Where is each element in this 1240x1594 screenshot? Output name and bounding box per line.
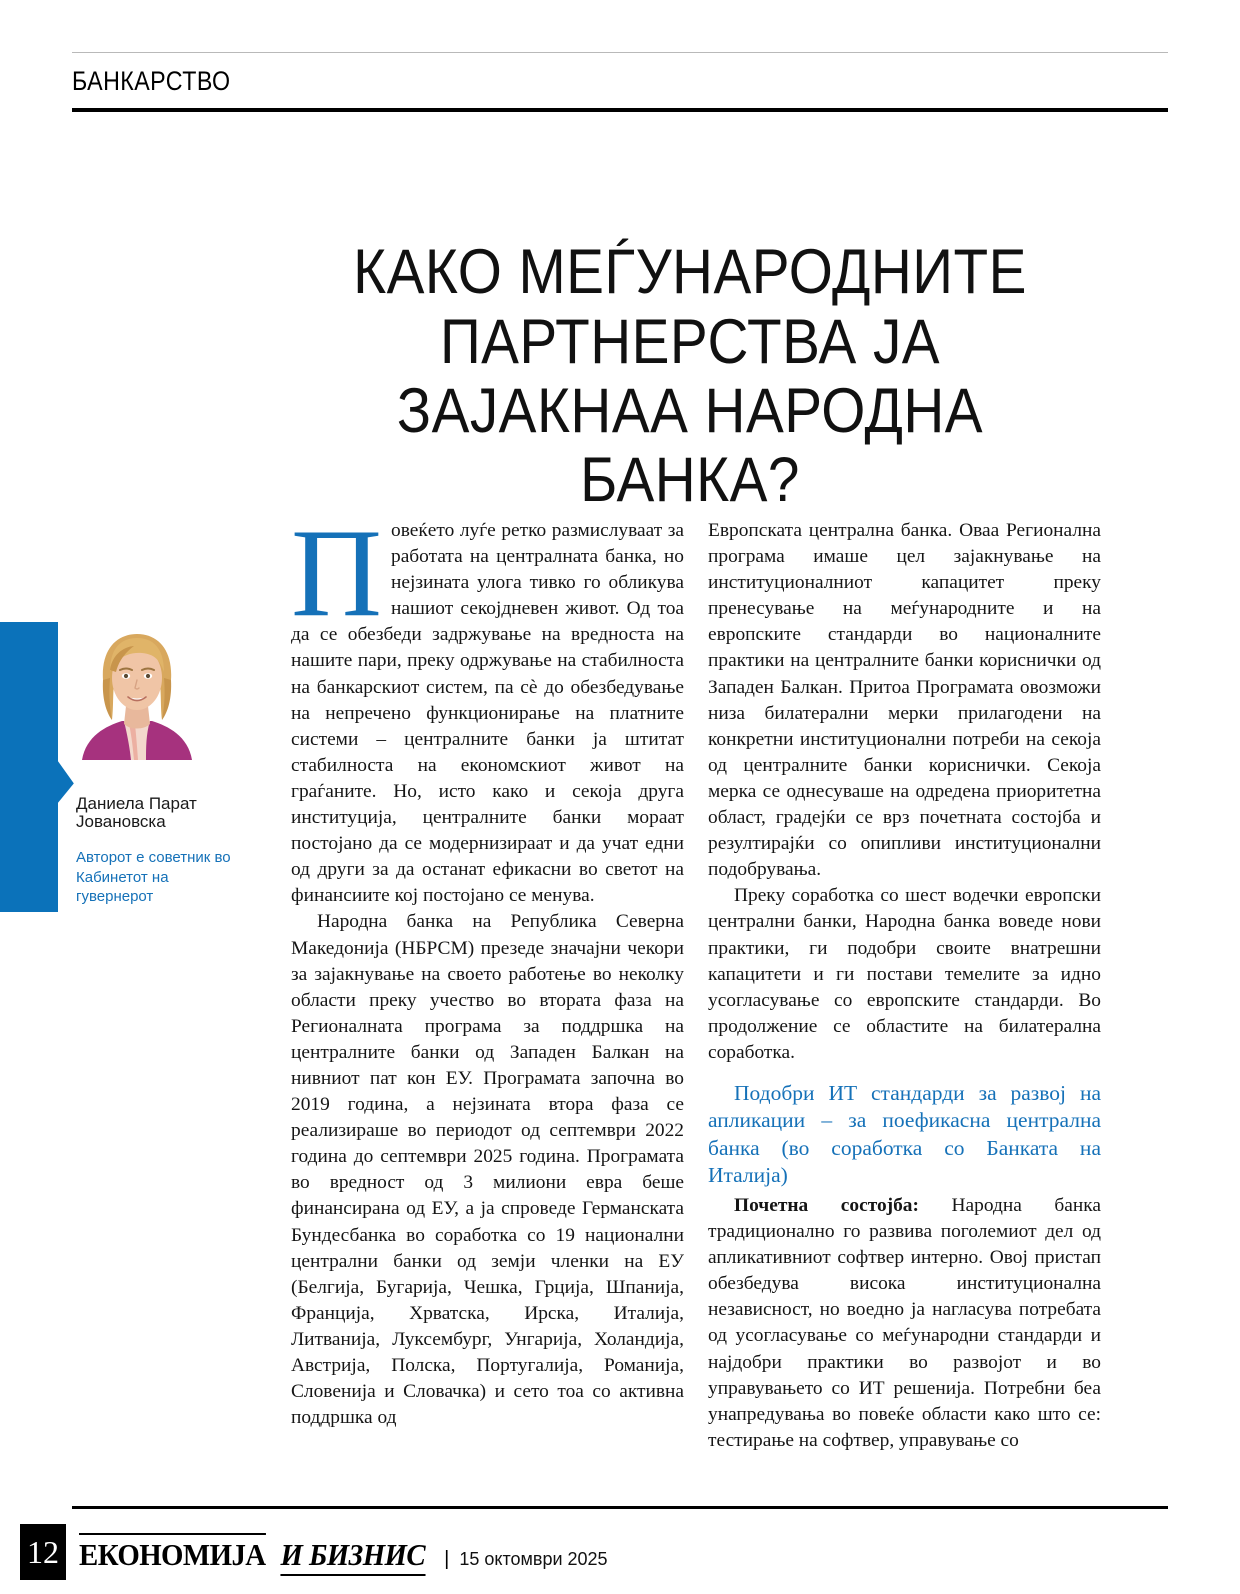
body-column-right (708, 518, 1101, 1498)
headline-line-4: БАНКА? (580, 445, 800, 516)
paragraph-left-2: Народна банка на Република Северна Македонија (НБРСМ) презеде значајни чекори за зајакнување на своето работење во неколку области преку учество во втората фаза на Регионалната програма за поддршка на централните банки од Западен Балкан на нивниот пат кон ЕУ. Програмата започна во 2019 година, а нејзината втора фаза се реализираше во периодот од септември 2022 година до септември 2025 година. Програмата во вредност од 3 милиони евра беше финансирана од ЕУ, а ја спроведе Германската Бундесбанка во соработка со 19 национални централни банки од земји членки на ЕУ (Белгија, Бугарија, Чешка, Грција, Шпанија, Франција, Хрватска, Ирска, Италија, Литванија, Луксембург, Унгарија, Холандија, Австрија, Полска, Португалија, Романија, Словенија и Словачка) и сето тоа со активна поддршка од (291, 911, 684, 1429)
masthead (72, 1533, 608, 1572)
masthead-economy: ЕКОНОМИЈА (79, 1533, 266, 1573)
author-name: Даниела Парат Јовановска (76, 794, 197, 832)
portrait-photo-illustration (76, 620, 198, 760)
section-subheading: Подобри ИТ стандарди за развој на апликации – за поефикасна централна банка (во соработка со Банката на Италија) (708, 1080, 1101, 1188)
blue-arrow-accent (0, 622, 58, 912)
paragraph-intro-text: овеќето луѓе ретко размислуваат за работата на централната банка, но нејзината улога тивко го обликува нашиот секојдневен живот. Од тоа да се обезбеди задржување на вредноста на нашите пари, преку одржување на стабилноста на банкарскиот систем, па сè до обезбедување на непречено функционирање на платните системи – централните банки ја штитат стабилноста на економскиот живот на граѓаните. Но, исто како и секоја друга институција, централните банки мораат постојано да се модернизираат и да учат едни од други за да останат ефикасни во светот на финансиите кој постојано се менува. (291, 520, 684, 907)
author-role: Авторот е советник во Кабинетот на гувернерот (76, 849, 231, 905)
headline-line-1: КАКО МЕЃУНАРОДНИТЕ (353, 237, 1027, 308)
drop-cap: П (291, 518, 382, 643)
masthead-separator: | (444, 1548, 450, 1570)
section-kicker: БАНКАРСТВО (72, 66, 231, 96)
footer-rule (72, 1506, 1168, 1509)
masthead-business: И БИЗНИС (280, 1537, 425, 1576)
page-number: 12 (20, 1524, 66, 1580)
paragraph-right-3 (708, 1193, 1101, 1454)
header-thick-rule (72, 108, 1168, 112)
top-thin-rule (72, 52, 1168, 53)
issue-date: 15 октомври 2025 (459, 1549, 608, 1569)
paragraph-lead-in: Почетна состојба: (734, 1194, 919, 1216)
body-column-left (291, 518, 684, 1498)
headline-line-3: ЗАЈАКНАА НАРОДНА (396, 375, 984, 446)
paragraph-right-2: Преку соработка со шест водечки европски централни банки, Народна банка воведе нови практики, ги подобри своите внатрешни капацитети и ги постави темелите за идно усогласување со европските стандарди. Во продолжение се областите на билатерална соработка. (708, 885, 1101, 1063)
article-headline (280, 238, 1100, 515)
headline-line-2: ПАРТНЕРСТВА ЈА (439, 306, 941, 377)
paragraph-intro (291, 518, 684, 909)
paragraph-right-3-text: Народна банка традиционално го развива поголемиот дел од апликативниот софтвер интерно. Овој пристап обезбедува висока институционална независност, но воедно ја нагласува потребата од усогласување со меѓународни стандарди и најдобри практики во развојот и во управувањето со ИТ решенија. Потребни беа унапредувања во повеќе области како што се: тестирање на софтвер, управување со (708, 1194, 1101, 1451)
author-photo (76, 620, 198, 760)
paragraph-right-1: Европската централна банка. Оваа Регионална програма имаше цел зајакнување на институционалниот капацитет преку пренесување на меѓународните и на европските стандарди во националните практики на централните банки кориснички од Западен Балкан. Притоа Програмата овозможи низа билатерални мерки прилагодени на конкретни институционални потреби на секоја од централните банки кориснички. Секоја мерка се однесуваше на одредена приоритетна област, градејќи се врз почетната состојба и резултирајќи со опипливи институционални подобрувања. (708, 520, 1101, 881)
